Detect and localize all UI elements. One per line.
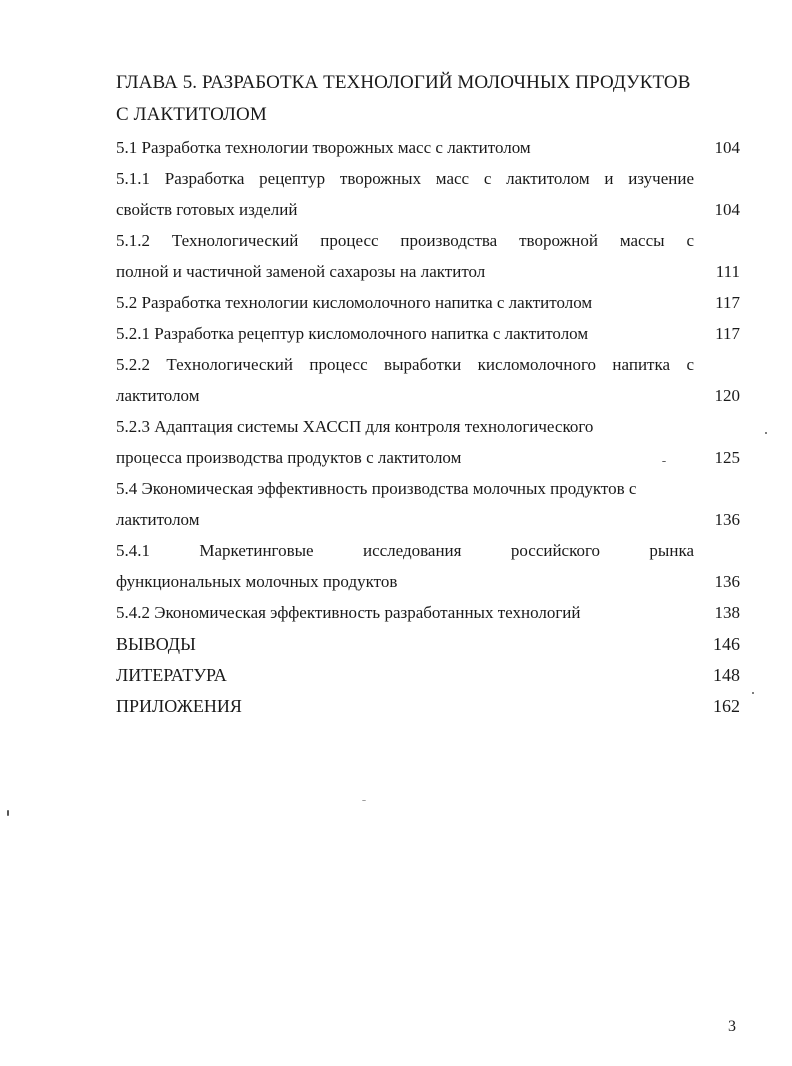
toc-entry-text: ЛИТЕРАТУРА: [116, 665, 227, 685]
toc-entry-page: 146: [713, 634, 740, 654]
toc-entry-text: 5.2 Разработка технологии кисломолочного напитка с лактитолом: [116, 293, 593, 312]
toc-entry-page: 104: [714, 138, 740, 157]
toc-entry-text: 5.2.3 Адаптация системы ХАССП для контроля технологического: [116, 417, 594, 436]
toc-entry-5-4-2: [116, 601, 740, 625]
toc-entry-appendices: [116, 694, 740, 718]
scan-speck: [662, 461, 666, 462]
toc-entry-text: полной и частичной заменой сахарозы на лактитол: [116, 262, 486, 281]
scan-speck: [362, 800, 366, 801]
toc-entry-text: ВЫВОДЫ: [116, 634, 196, 654]
toc-entry-conclusions: [116, 632, 740, 656]
toc-entry-text: 5.1 Разработка технологии творожных масс с лактитолом: [116, 138, 531, 157]
toc-entry-page: 138: [714, 603, 740, 622]
toc-entry-page: 125: [714, 448, 740, 467]
toc-entry-text: лактитолом: [116, 386, 200, 405]
toc-entry-page: 120: [714, 386, 740, 405]
toc-entry-5-2-3-line-2: [116, 446, 740, 470]
toc-entry-page: 136: [714, 510, 740, 529]
toc-entry-5-1-1-line-1: [116, 167, 740, 191]
toc-entry-text: 5.1.1 Разработка рецептур творожных масс с лактитолом и изучение: [116, 169, 694, 188]
toc-entry-page: 111: [715, 262, 740, 281]
scan-speck: [7, 810, 9, 816]
toc-entry-5-2-1: [116, 322, 740, 346]
toc-entry-5-1: [116, 136, 740, 160]
toc-entry-5-2-2-line-2: [116, 384, 740, 408]
chapter-title-line-1: ГЛАВА 5. РАЗРАБОТКА ТЕХНОЛОГИЙ МОЛОЧНЫХ ПРОДУКТОВ: [116, 72, 691, 93]
toc-entry-5-2-3-line-1: [116, 415, 740, 439]
toc-entry-page: 104: [714, 200, 740, 219]
toc-entry-5-4-1-line-1: [116, 539, 740, 563]
toc-entry-text: процесса производства продуктов с лактитолом: [116, 448, 462, 467]
toc-entry-page: 162: [713, 696, 740, 716]
toc-entry-text: 5.4.2 Экономическая эффективность разработанных технологий: [116, 603, 581, 622]
toc-entry-5-1-2-line-2: [116, 260, 740, 284]
toc-entry-page: 117: [715, 324, 740, 343]
toc-entry-5-1-1-line-2: [116, 198, 740, 222]
toc-entry-text: функциональных молочных продуктов: [116, 572, 398, 591]
toc-entry-text: свойств готовых изделий: [116, 200, 298, 219]
toc-entry-text: лактитолом: [116, 510, 200, 529]
toc-entry-5-4-line-1: [116, 477, 740, 501]
toc-entry-text: 5.2.1 Разработка рецептур кисломолочного напитка с лактитолом: [116, 324, 589, 343]
toc-entry-text: 5.1.2 Технологический процесс производства творожной массы с: [116, 231, 694, 250]
toc-entry-page: 148: [713, 665, 740, 685]
toc-entry-text: 5.4.1 Маркетинговые исследования российского рынка: [116, 541, 694, 560]
toc-entry-5-2-2-line-1: [116, 353, 740, 377]
scan-speck: [765, 432, 767, 434]
toc-entry-page: 136: [714, 572, 740, 591]
toc-entry-5-4-1-line-2: [116, 570, 740, 594]
toc-entry-text: 5.2.2 Технологический процесс выработки кисломолочного напитка с: [116, 355, 694, 374]
toc-entry-5-1-2-line-1: [116, 229, 740, 253]
chapter-title-line-2: С ЛАКТИТОЛОМ: [116, 104, 267, 125]
scan-speck: [752, 692, 754, 694]
page-number: 3: [728, 1018, 736, 1035]
toc-entry-text: ПРИЛОЖЕНИЯ: [116, 696, 242, 716]
toc-entry-5-2: [116, 291, 740, 315]
toc-entry-5-4-line-2: [116, 508, 740, 532]
toc-entry-literature: [116, 663, 740, 687]
toc-entry-page: 117: [715, 293, 740, 312]
toc-entry-text: 5.4 Экономическая эффективность производства молочных продуктов с: [116, 479, 637, 498]
